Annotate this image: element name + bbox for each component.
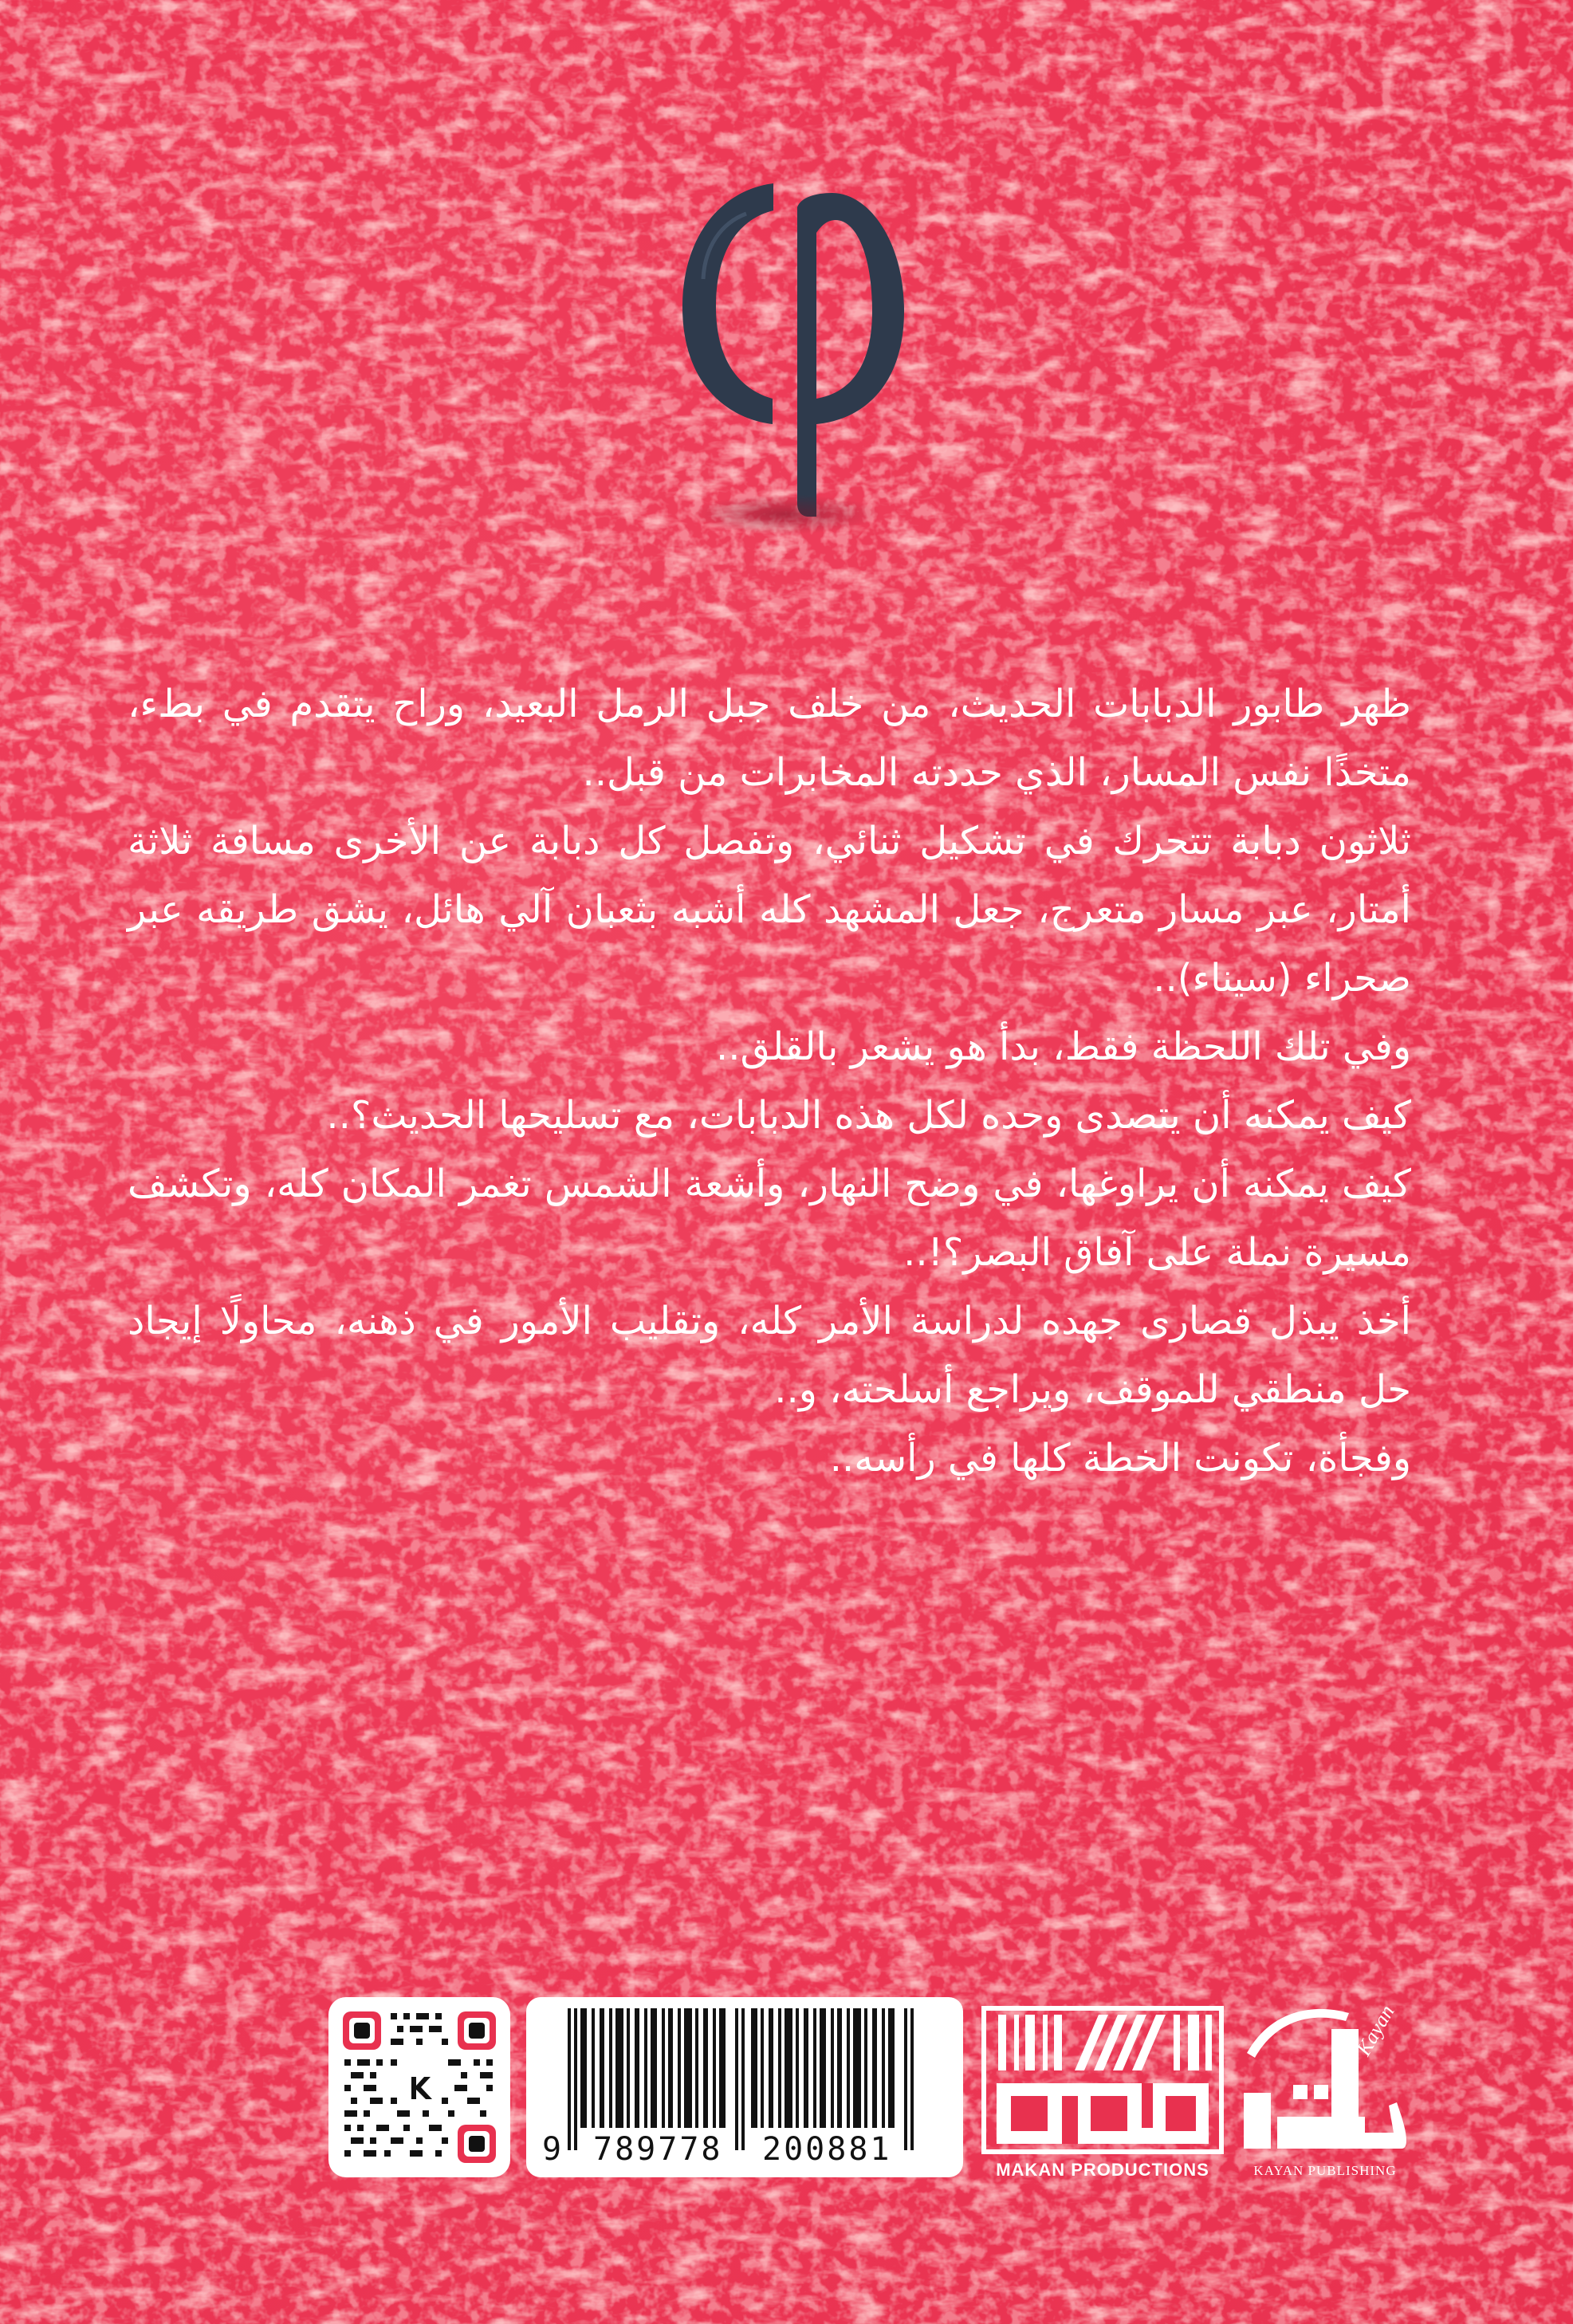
- kayan-caption: KAYAN PUBLISHING: [1253, 2163, 1397, 2178]
- makan-caption: MAKAN PRODUCTIONS: [996, 2160, 1209, 2180]
- blurb-paragraph: وفجأة، تكونت الخطة كلها في رأسه..: [829, 1436, 1411, 1481]
- isbn-digits: [526, 2131, 963, 2171]
- blurb-paragraph: كيف يمكنه أن يتصدى وحده لكل هذه الدبابات، مع تسليحها الحديث؟..: [326, 1093, 1411, 1138]
- blurb-paragraph: كيف يمكنه أن يراوغها، في وضح النهار، وأشعة الشمس تغمر المكان كله، وتكشف مسيرة نملة على آفاق البصر؟!..: [128, 1162, 1411, 1275]
- qr-code: [328, 1997, 510, 2177]
- kayan-logo-mark: [1237, 1997, 1413, 2161]
- isbn-barcode: [526, 1997, 963, 2177]
- kayan-publishing-logo: [1237, 1997, 1413, 2182]
- makan-productions-logo: [979, 2004, 1226, 2182]
- phi-symbol-logo: [627, 144, 946, 542]
- publisher-strip: [328, 1997, 1413, 2182]
- qr-code-icon: [328, 1997, 510, 2177]
- blurb-paragraph: أخذ يبذل قصارى جهده لدراسة الأمر كله، وتقليب الأمور في ذهنه، محاولًا إيجاد حل منطقي للموقف، ويراجع أسلحته، و..: [128, 1299, 1411, 1412]
- kayan-script: Kayan: [1351, 2001, 1399, 2060]
- blurb-paragraph: ثلاثون دبابة تتحرك في تشكيل ثنائي، وتفصل كل دبابة عن الأخرى مسافة ثلاثة أمتار، عبر مسار متعرج، جعل المشهد كله أشبه بثعبان آلي هائل، يشق طريقه عبر صحراء (سيناء)..: [128, 819, 1411, 1001]
- blurb-paragraph: ظهر طابور الدبابات الحديث، من خلف جبل الرمل البعيد، وراح يتقدم في بطء، متخذًا نفس المسار، الذي حددته المخابرات من قبل..: [128, 682, 1411, 795]
- phi-glyph: [627, 144, 946, 542]
- isbn-digits-right: 200881: [762, 2131, 892, 2168]
- isbn-digits-left: 789778: [593, 2131, 723, 2168]
- blurb-paragraph: وفي تلك اللحظة فقط، بدأ هو يشعر بالقلق..: [715, 1024, 1411, 1069]
- makan-logo-mark: [979, 2004, 1226, 2160]
- phi-shadow: [690, 494, 882, 534]
- blurb-text: [128, 670, 1411, 1492]
- isbn-digit-lead: 9: [542, 2131, 562, 2168]
